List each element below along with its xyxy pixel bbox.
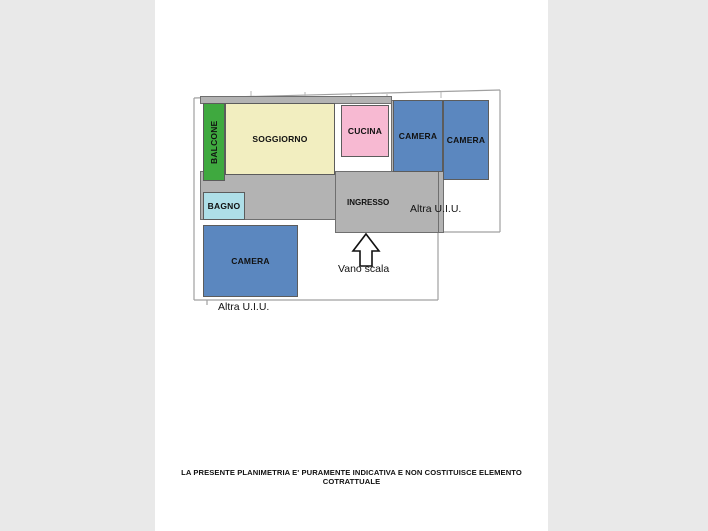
room-bagno[interactable] [203,192,245,220]
room-label-cucina: CUCINA [347,126,383,136]
room-camera-2[interactable] [443,100,489,180]
annotation-altra-uiu-right: Altra U.I.U. [410,203,462,215]
room-camera-3[interactable] [203,225,298,297]
room-balcone[interactable] [203,103,225,181]
wall-block-stair-right [438,171,444,233]
annotation-altra-uiu-bottom: Altra U.I.U. [218,301,270,313]
room-label-camera-2: CAMERA [446,135,486,145]
room-label-soggiorno: SOGGIORNO [252,134,308,144]
room-cucina[interactable] [341,105,389,157]
room-label-balcone: BALCONE [209,120,219,164]
room-label-camera-1: CAMERA [398,131,438,141]
room-camera-1[interactable] [393,100,443,172]
annotation-vano-scala: Vano scala [338,263,390,275]
plan-sheet [155,0,548,531]
room-label-bagno: BAGNO [207,201,241,211]
floor-plan-drawing [155,0,548,531]
room-soggiorno[interactable] [225,103,335,175]
room-label-camera-3: CAMERA [231,256,270,266]
footer-disclaimer: LA PRESENTE PLANIMETRIA E' PURAMENTE INDICATIVA E NON COSTITUISCE ELEMENTO COTRATTUALE [181,468,522,486]
room-label-ingresso: INGRESSO [347,198,390,207]
